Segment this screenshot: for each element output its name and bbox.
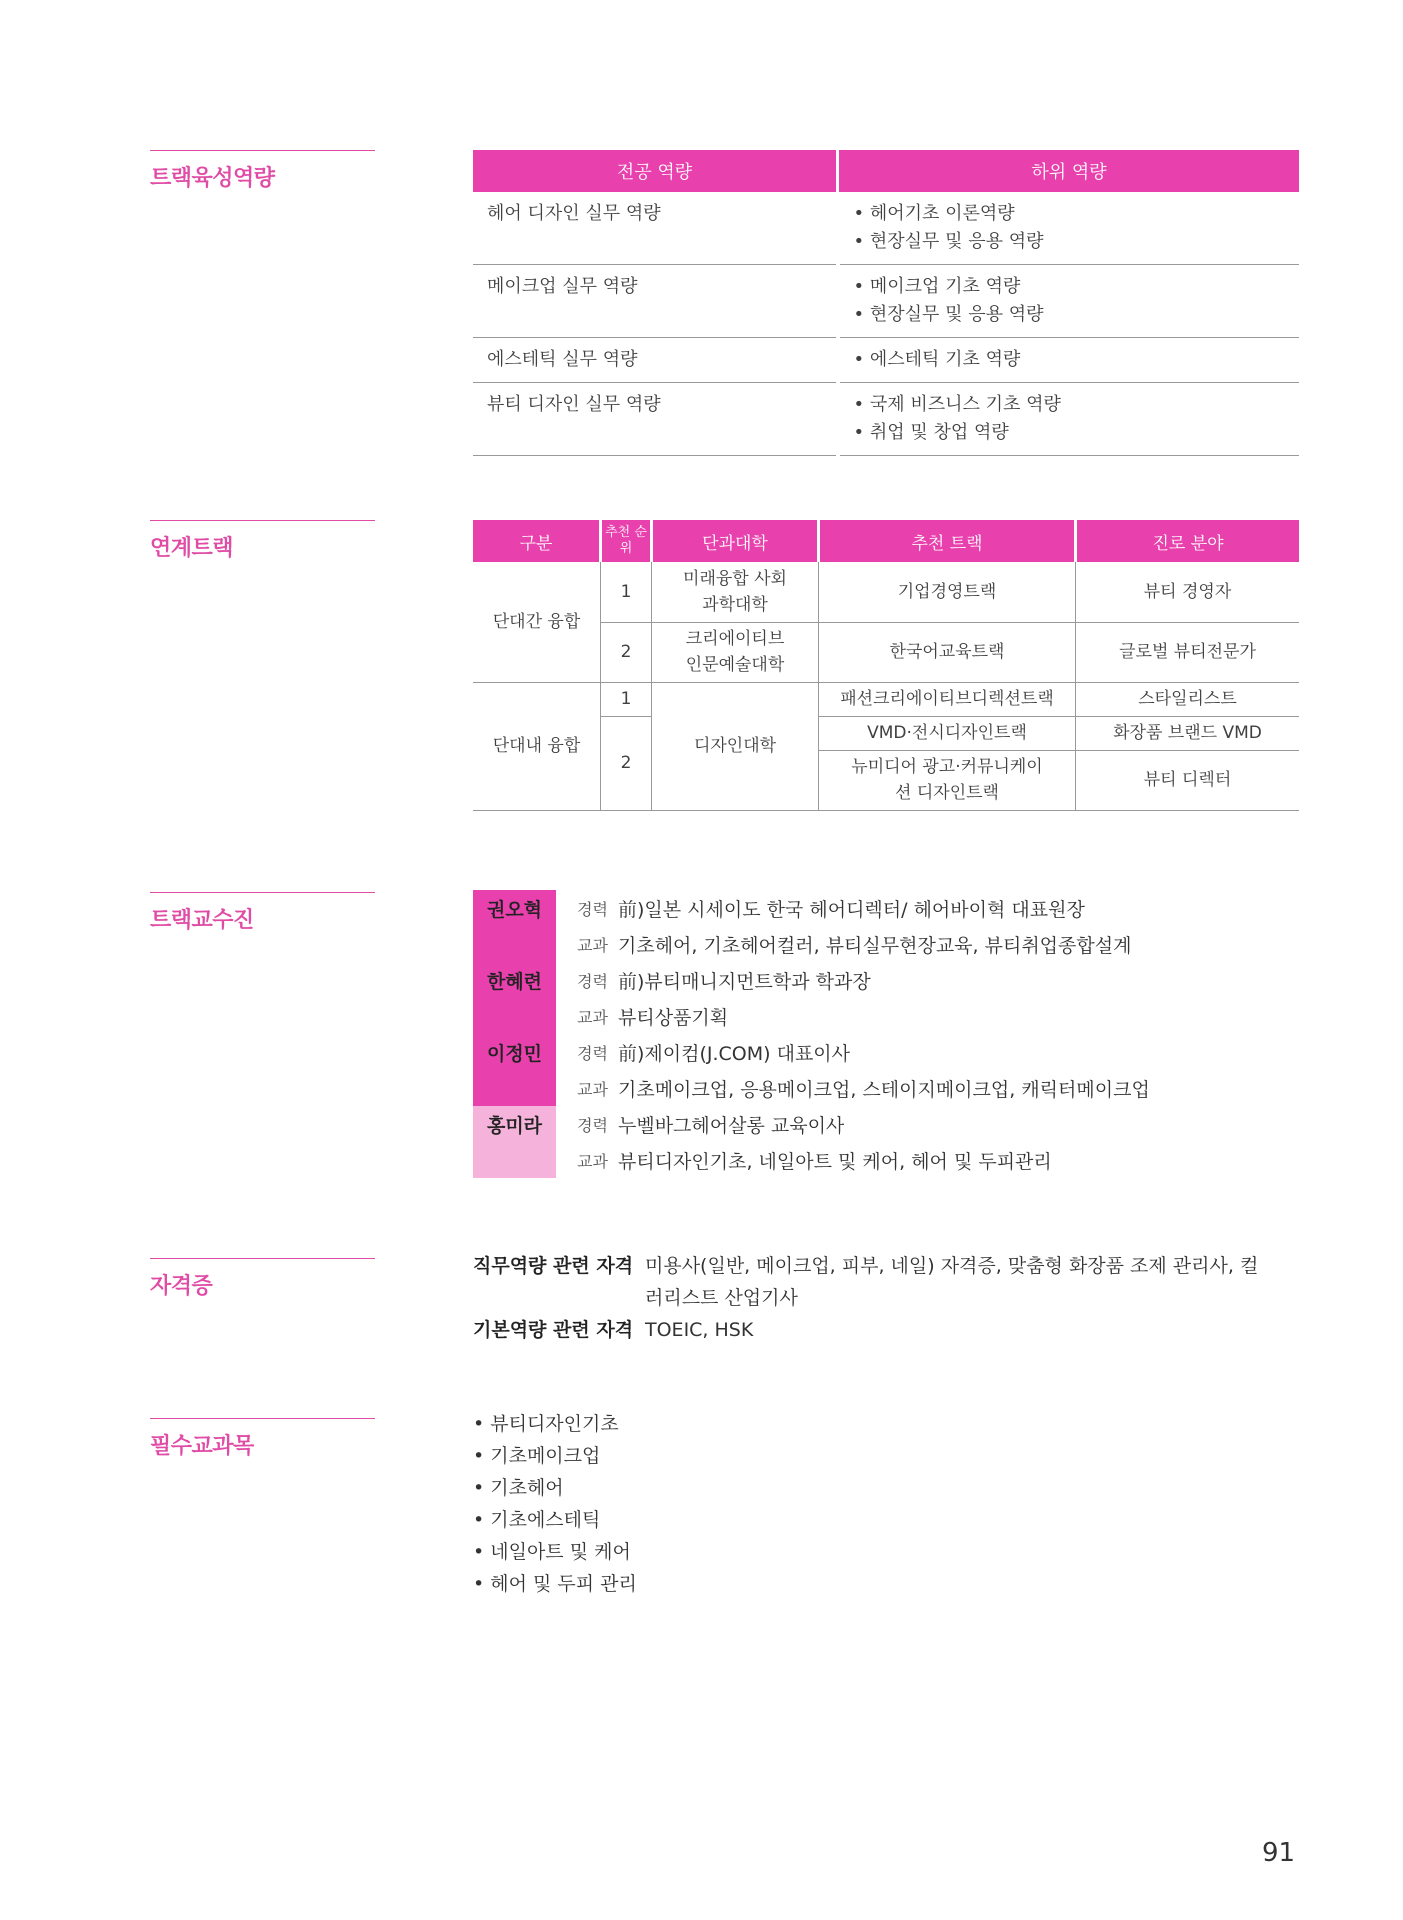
faculty-career: 前)일본 시세이도 한국 헤어디렉터/ 헤어바이혁 대표원장 [618,898,1085,921]
course-tag: 교과 [577,1151,608,1171]
certificate-row [473,1250,1265,1314]
category-cell: 단대내 융합 [473,682,601,810]
certificate-value: TOEIC, HSK [645,1319,754,1341]
table-row [473,338,1299,383]
faculty-career-row [473,1034,1150,1070]
faculty-career-row [473,890,1150,926]
page-number: 91 [1262,1838,1296,1868]
required-course-list [473,1408,637,1600]
track-cell: 한국어교육트랙 [819,622,1076,682]
faculty-career: 前)뷰티매니지먼트학과 학과장 [618,970,871,993]
career-tag: 경력 [577,971,608,991]
faculty-courses: 뷰티상품기획 [618,1006,729,1029]
table-row [473,265,1299,338]
section-label-required: 필수교과목 [150,1418,375,1460]
header-major-competency: 전공 역량 [473,150,838,192]
faculty-name: 권오혁 [473,890,556,926]
competency-table [473,150,1299,456]
faculty-career: 前)제이컴(J.COM) 대표이사 [618,1042,851,1065]
college-cell: 크리에이티브 인문예술대학 [652,622,819,682]
faculty-name-bar [473,926,556,962]
sub-competency-item: • 에스테틱 기초 역량 [853,349,1021,370]
sub-competency-item: • 헤어기초 이론역량 [853,203,1015,224]
faculty-courses: 기초메이크업, 응용메이크업, 스테이지메이크업, 캐릭터메이크업 [618,1078,1150,1101]
major-competency-cell: 뷰티 디자인 실무 역량 [473,383,838,456]
header-category: 구분 [473,520,601,562]
rank-cell: 1 [601,562,652,622]
certificate-key: 직무역량 관련 자격 [473,1255,634,1277]
faculty-name-bar [473,998,556,1034]
header-sub-competency: 하위 역량 [838,150,1300,192]
college-cell: 디자인대학 [652,682,819,810]
sub-competency-item: • 메이크업 기초 역량 [853,276,1021,297]
career-cell: 뷰티 경영자 [1076,562,1300,622]
faculty-name: 한혜련 [473,962,556,998]
header-track: 추천 트랙 [819,520,1076,562]
faculty-name-bar [473,1070,556,1106]
certificate-list [473,1250,1265,1346]
faculty-name-bar [473,1142,556,1178]
career-tag: 경력 [577,1043,608,1063]
faculty-course-row [473,1142,1150,1178]
rank-cell: 1 [601,682,652,716]
table-row [473,682,1299,716]
faculty-career: 누벨바그헤어살롱 교육이사 [618,1114,845,1137]
track-cell: VMD·전시디자인트랙 [819,716,1076,750]
career-cell: 글로벌 뷰티전문가 [1076,622,1300,682]
career-cell: 화장품 브랜드 VMD [1076,716,1300,750]
list-item: • 기초메이크업 [473,1445,601,1467]
certificate-value: 미용사(일반, 메이크업, 피부, 네일) 자격증, 맞춤형 화장품 조제 관리사, 컬러리스트 산업기사 [645,1255,1259,1309]
sub-competency-cell [838,265,1300,338]
header-rank: 추천 순위 [601,520,652,562]
sub-competency-cell [838,338,1300,383]
table-header-row [473,150,1299,192]
category-cell: 단대간 융합 [473,562,601,682]
major-competency-cell: 헤어 디자인 실무 역량 [473,192,838,265]
header-career: 진로 분야 [1076,520,1300,562]
career-cell: 스타일리스트 [1076,682,1300,716]
track-cell: 기업경영트랙 [819,562,1076,622]
sub-competency-cell [838,383,1300,456]
section-label-linked-track: 연계트랙 [150,520,375,562]
certificate-row [473,1314,1265,1346]
faculty-career-row [473,962,1150,998]
sub-competency-item: • 국제 비즈니스 기초 역량 [853,394,1061,415]
rank-cell: 2 [601,622,652,682]
section-label-faculty: 트랙교수진 [150,892,375,934]
list-item: • 네일아트 및 케어 [473,1541,631,1563]
course-tag: 교과 [577,1079,608,1099]
major-competency-cell: 에스테틱 실무 역량 [473,338,838,383]
rank-cell: 2 [601,716,652,810]
major-competency-cell: 메이크업 실무 역량 [473,265,838,338]
faculty-courses: 뷰티디자인기초, 네일아트 및 케어, 헤어 및 두피관리 [618,1150,1052,1173]
table-row [473,383,1299,456]
sub-competency-item: • 현장실무 및 응용 역량 [853,231,1044,252]
list-item: • 기초헤어 [473,1477,564,1499]
career-tag: 경력 [577,1115,608,1135]
linked-track-table [473,520,1299,811]
course-tag: 교과 [577,935,608,955]
table-row [473,562,1299,622]
list-item: • 뷰티디자인기초 [473,1413,619,1435]
track-cell: 패션크리에이티브디렉션트랙 [819,682,1076,716]
faculty-name: 이정민 [473,1034,556,1070]
career-tag: 경력 [577,899,608,919]
section-label-competency: 트랙육성역량 [150,150,375,192]
header-college: 단과대학 [652,520,819,562]
faculty-list [473,890,1150,1178]
college-cell: 미래융합 사회과학대학 [652,562,819,622]
faculty-course-row [473,1070,1150,1106]
sub-competency-item: • 취업 및 창업 역량 [853,422,1009,443]
faculty-career-row [473,1106,1150,1142]
faculty-name: 홍미라 [473,1106,556,1142]
certificate-key: 기본역량 관련 자격 [473,1319,634,1341]
career-cell: 뷰티 디렉터 [1076,750,1300,810]
list-item: • 헤어 및 두피 관리 [473,1573,637,1595]
sub-competency-cell [838,192,1300,265]
track-cell: 뉴미디어 광고·커뮤니케이션 디자인트랙 [819,750,1076,810]
table-row [473,192,1299,265]
course-tag: 교과 [577,1007,608,1027]
section-label-certificate: 자격증 [150,1258,375,1300]
list-item: • 기초에스테틱 [473,1509,601,1531]
faculty-course-row [473,926,1150,962]
table-header-row [473,520,1299,562]
faculty-course-row [473,998,1150,1034]
sub-competency-item: • 현장실무 및 응용 역량 [853,304,1044,325]
faculty-courses: 기초헤어, 기초헤어컬러, 뷰티실무현장교육, 뷰티취업종합설계 [618,934,1132,957]
